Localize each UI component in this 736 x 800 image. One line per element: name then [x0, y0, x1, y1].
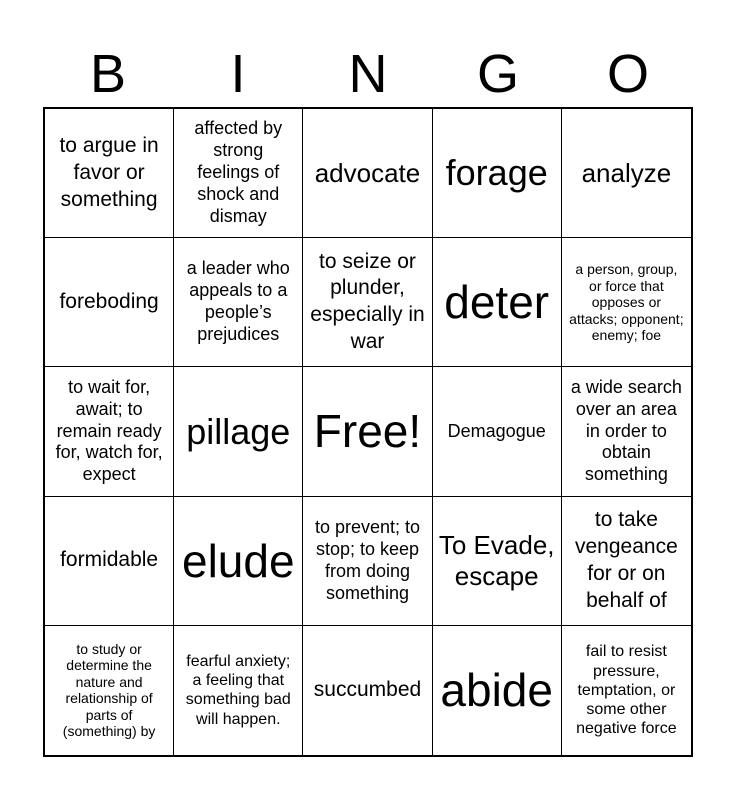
bingo-header [43, 42, 693, 106]
header-letter-o: O [606, 44, 649, 104]
bingo-cell[interactable]: succumbed [303, 626, 432, 755]
bingo-cell[interactable]: to argue in favor or something [45, 109, 174, 238]
bingo-cell[interactable]: pillage [174, 367, 303, 496]
bingo-cell[interactable]: a wide search over an area in order to obtain something [562, 367, 691, 496]
header-letter-i: I [230, 44, 246, 104]
bingo-cell[interactable]: elude [174, 497, 303, 626]
bingo-cell[interactable]: To Evade, escape [433, 497, 562, 626]
bingo-cell[interactable]: to study or determine the nature and relationship of parts of (something) by [45, 626, 174, 755]
header-letter-g: G [476, 44, 519, 104]
bingo-board [43, 107, 693, 757]
bingo-cell[interactable]: fail to resist pressure, temptation, or some other negative force [576, 643, 677, 738]
bingo-cell[interactable]: to take vengeance for or on behalf of [562, 497, 691, 626]
bingo-cell[interactable]: deter [433, 238, 562, 367]
bingo-cell[interactable]: to prevent; to stop; to keep from doing something [303, 497, 432, 626]
bingo-cell[interactable]: a leader who appeals to a people’s prejudices [174, 238, 303, 367]
bingo-cell[interactable]: fearful anxiety; a feeling that something bad will happen. [174, 626, 303, 755]
bingo-cell[interactable]: forage [433, 109, 562, 238]
bingo-cell[interactable]: a person, group, or force that opposes or attacks; opponent; enemy; foe [562, 238, 691, 367]
free-space[interactable]: Free! [303, 367, 432, 496]
header-letter-n: N [348, 44, 388, 104]
bingo-cell[interactable]: Demagogue [433, 367, 562, 496]
bingo-cell[interactable]: advocate [303, 109, 432, 238]
bingo-cell[interactable]: foreboding [45, 238, 174, 367]
bingo-cell[interactable]: abide [433, 626, 562, 755]
bingo-cell[interactable]: analyze [562, 109, 691, 238]
header-letter-b: B [89, 44, 127, 104]
bingo-cell[interactable]: formidable [45, 497, 174, 626]
bingo-cell[interactable]: to seize or plunder, especially in war [303, 238, 432, 367]
bingo-cell[interactable]: to wait for, await; to remain ready for, watch for, expect [45, 367, 174, 496]
bingo-cell[interactable]: affected by strong feelings of shock and dismay [174, 109, 303, 238]
